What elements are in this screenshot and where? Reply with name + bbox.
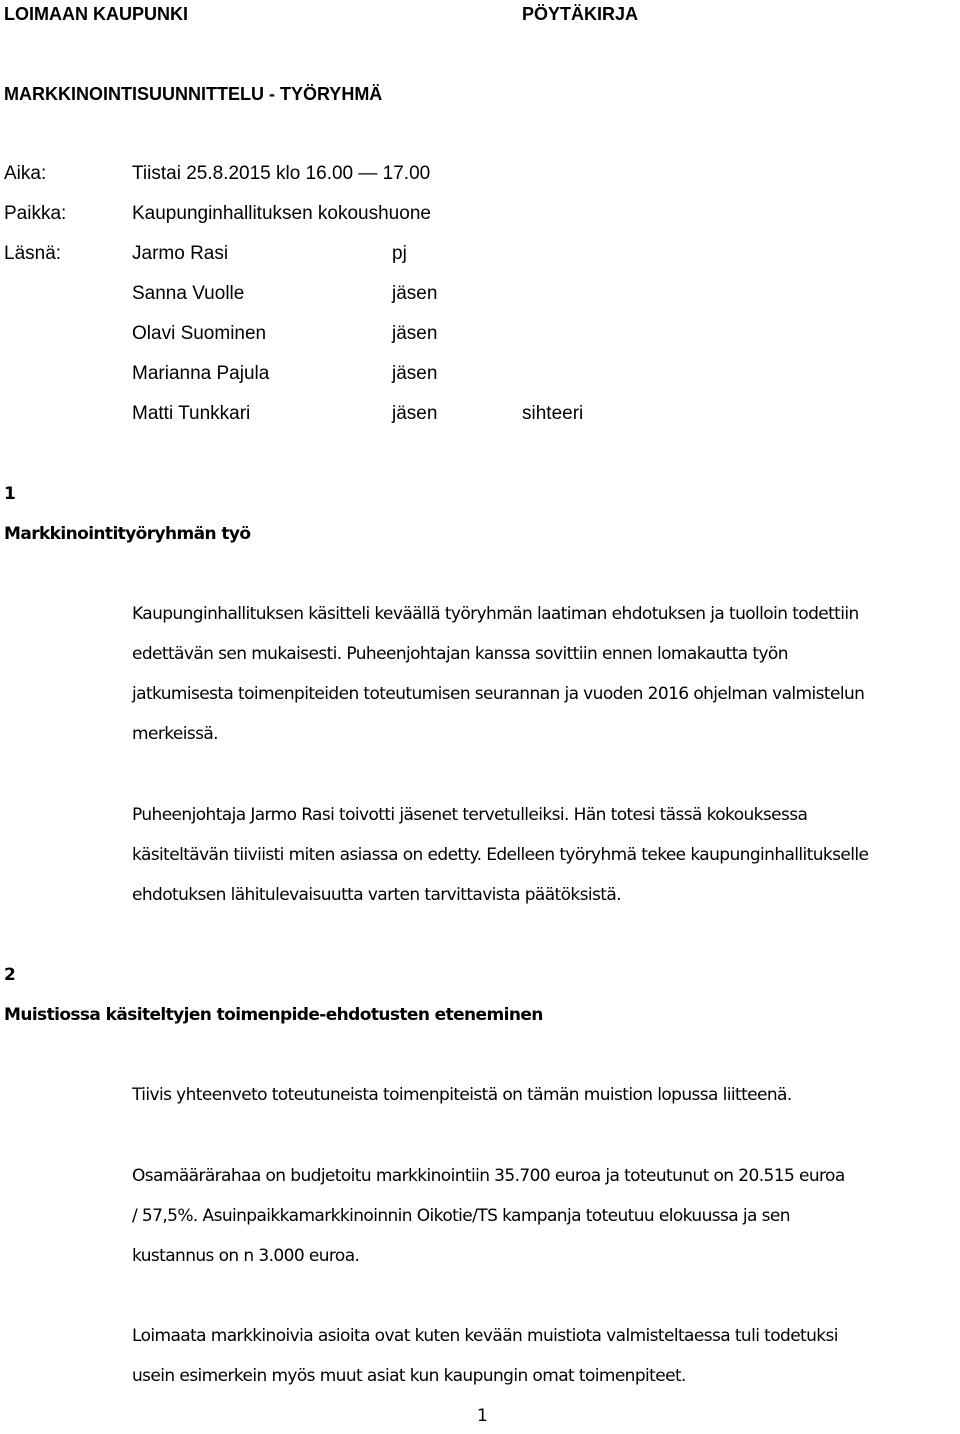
attendee-extra-role: sihteeri: [522, 403, 584, 424]
paragraph-line: Loimaata markkinoivia asioita ovat kuten kevään muistiota valmisteltaessa tuli todetuksi: [132, 1326, 838, 1346]
attendee-role: jäsen: [392, 363, 438, 384]
attendee-role: jäsen: [392, 283, 438, 304]
paragraph-line: jatkumisesta toimenpiteiden toteutumisen seurannan ja vuoden 2016 ohjelman valmistelun: [132, 684, 865, 704]
paragraph-line: usein esimerkein myös muut asiat kun kaupungin omat toimenpiteet.: [132, 1366, 686, 1386]
section-number: 2: [4, 965, 16, 985]
paragraph-line: merkeissä.: [132, 724, 218, 744]
document-type: PÖYTÄKIRJA: [522, 4, 639, 24]
attendee-name: Matti Tunkkari: [132, 403, 251, 424]
paragraph-line: ehdotuksen lähitulevaisuutta varten tarvittavista päätöksistä.: [132, 885, 621, 905]
place-label: Paikka:: [4, 203, 67, 224]
time-label: Aika:: [4, 163, 47, 184]
paragraph-line: Kaupunginhallituksen käsitteli keväällä työryhmän laatiman ehdotuksen ja tuolloin todettiin: [132, 604, 859, 624]
page-number: 1: [477, 1406, 488, 1426]
section-title: Muistiossa käsiteltyjen toimenpide-ehdotusten eteneminen: [4, 1005, 543, 1025]
attendee-role: jäsen: [392, 403, 438, 424]
paragraph-line: Osamäärärahaa on budjetoitu markkinointiin 35.700 euroa ja toteutunut on 20.515 euroa: [132, 1166, 845, 1186]
section-title: Markkinointityöryhmän työ: [4, 524, 251, 544]
attendee-role: jäsen: [392, 323, 438, 344]
paragraph-line: edettävän sen mukaisesti. Puheenjohtajan kanssa sovittiin ennen lomakautta työn: [132, 644, 788, 664]
attendee-name: Olavi Suominen: [132, 323, 267, 344]
paragraph-line: käsiteltävän tiiviisti miten asiassa on edetty. Edelleen työryhmä tekee kaupunginhallitukselle: [132, 845, 869, 865]
attendee-name: Sanna Vuolle: [132, 283, 245, 304]
place-value: Kaupunginhallituksen kokoushuone: [132, 203, 431, 224]
time-value: Tiistai 25.8.2015 klo 16.00 — 17.00: [132, 163, 431, 184]
attendee-name: Jarmo Rasi: [132, 243, 229, 264]
present-label: Läsnä:: [4, 243, 62, 264]
paragraph-line: kustannus on n 3.000 euroa.: [132, 1246, 360, 1266]
attendee-role: pj: [392, 243, 407, 264]
attendee-name: Marianna Pajula: [132, 363, 270, 384]
paragraph-line: / 57,5%. Asuinpaikkamarkkinoinnin Oikotie/TS kampanja toteutuu elokuussa ja sen: [132, 1206, 790, 1226]
organization-name: LOIMAAN KAUPUNKI: [4, 4, 188, 24]
working-group-title: MARKKINOINTISUUNNITTELU - TYÖRYHMÄ: [4, 84, 383, 104]
paragraph-line: Tiivis yhteenveto toteutuneista toimenpiteistä on tämän muistion lopussa liitteenä.: [132, 1085, 792, 1105]
section-number: 1: [4, 484, 16, 504]
paragraph-line: Puheenjohtaja Jarmo Rasi toivotti jäsenet tervetulleiksi. Hän totesi tässä kokouksessa: [132, 805, 808, 825]
